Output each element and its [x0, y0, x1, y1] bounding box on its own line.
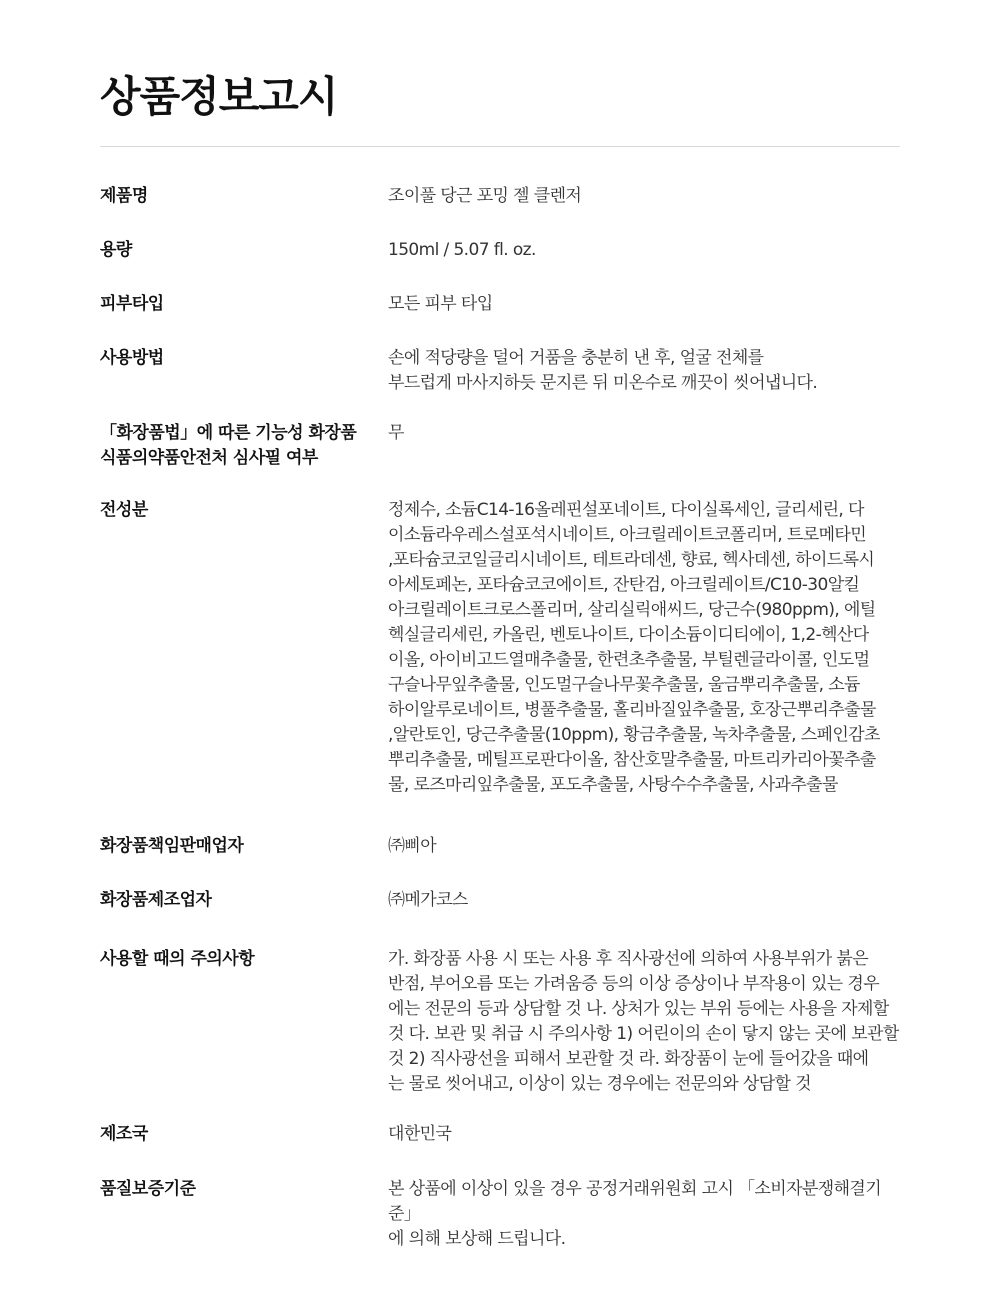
info-value-country: 대한민국 — [388, 1124, 452, 1144]
info-label-responsible-seller: 화장품책임판매업자 — [100, 836, 244, 856]
info-value-product-name: 조이풀 당근 포밍 젤 클렌저 — [388, 186, 582, 206]
info-value-usage: 손에 적당량을 덜어 거품을 충분히 낸 후, 얼굴 전체를 부드럽게 마사지하듯 문지른 뒤 미온수로 깨끗이 씻어냅니다. — [388, 348, 818, 393]
info-label-manufacturer: 화장품제조업자 — [100, 890, 212, 910]
info-label-volume: 용량 — [100, 240, 132, 260]
info-value-skin-type: 모든 피부 타입 — [388, 294, 493, 314]
info-value-precautions: 가. 화장품 사용 시 또는 사용 후 직사광선에 의하여 사용부위가 붉은 반점, 부어오름 또는 가려움증 등의 이상 증상이나 부작용이 있는 경우 에는 전문의 등과 상담할 것 나. 상처가 있는 부위 등에는 사용을 자제할 것 다. 보관 및 취급 시 주의사항 1) 어린이의 손이 닿지 않는 곳에 보관할 것 2) 직사광선을 피해서 보관할 것 라. 화장품이 눈에 들어갔을 때에 는 물로 씻어내고, 이상이 있는 경우에는 전문의와 상담할 것 — [388, 949, 899, 1094]
info-label-functional-review: 「화장품법」에 따른 기능성 화장품 식품의약품안전처 심사필 여부 — [100, 423, 357, 468]
info-value-quality-guarantee: 본 상품에 이상이 있을 경우 공정거래위원회 고시 「소비자분쟁해결기준」 에 의해 보상해 드립니다. — [388, 1179, 882, 1249]
info-value-volume: 150ml / 5.07 fl. oz. — [388, 240, 536, 260]
info-label-country: 제조국 — [100, 1124, 148, 1144]
info-label-skin-type: 피부타입 — [100, 294, 164, 314]
info-label-usage: 사용방법 — [100, 348, 164, 368]
info-label-quality-guarantee: 품질보증기준 — [100, 1179, 196, 1199]
info-value-responsible-seller: ㈜삐아 — [388, 836, 437, 856]
info-value-functional-review: 무 — [388, 423, 404, 443]
page-title: 상품정보고시 — [100, 72, 338, 121]
info-label-precautions: 사용할 때의 주의사항 — [100, 949, 255, 969]
info-label-product-name: 제품명 — [100, 186, 148, 206]
info-value-manufacturer: ㈜메가코스 — [388, 890, 468, 910]
info-label-ingredients: 전성분 — [100, 500, 148, 520]
product-info-table — [100, 0, 900, 1304]
info-value-ingredients: 정제수, 소듐C14-16올레핀설포네이트, 다이실록세인, 글리세린, 다 이소듐라우레스설포석시네이트, 아크릴레이트코폴리머, 트로메타민 ,포타슘코코일글리시네이트, 테트라데센, 향료, 헥사데센, 하이드록시 아세토페논, 포타슘코코에이트, 잔탄검, 아크릴레이트/C10-30알킬 아크릴레이트크로스폴리머, 살리실릭애씨드, 당근수(980ppm), 에틸 헥실글리세린, 카올린, 벤토나이트, 다이소듐이디티에이, 1,2-헥산다 이올, 아이비고드열매추출물, 한련초추출물, 부틸렌글라이콜, 인도멀 구슬나무잎추출물, 인도멀구슬나무꽃추출물, 울금뿌리추출물, 소듐 하이알루로네이트, 병풀추출물, 홀리바질잎추출물, 호장근뿌리추출물 ,알란토인, 당근추출물(10ppm), 황금추출물, 녹차추출물, 스페인감초 뿌리추출물, 메틸프로판다이올, 참산호말추출물, 마트리카리아꽃추출 물, 로즈마리잎추출물, 포도추출물, 사탕수수추출물, 사과추출물 — [388, 500, 880, 795]
